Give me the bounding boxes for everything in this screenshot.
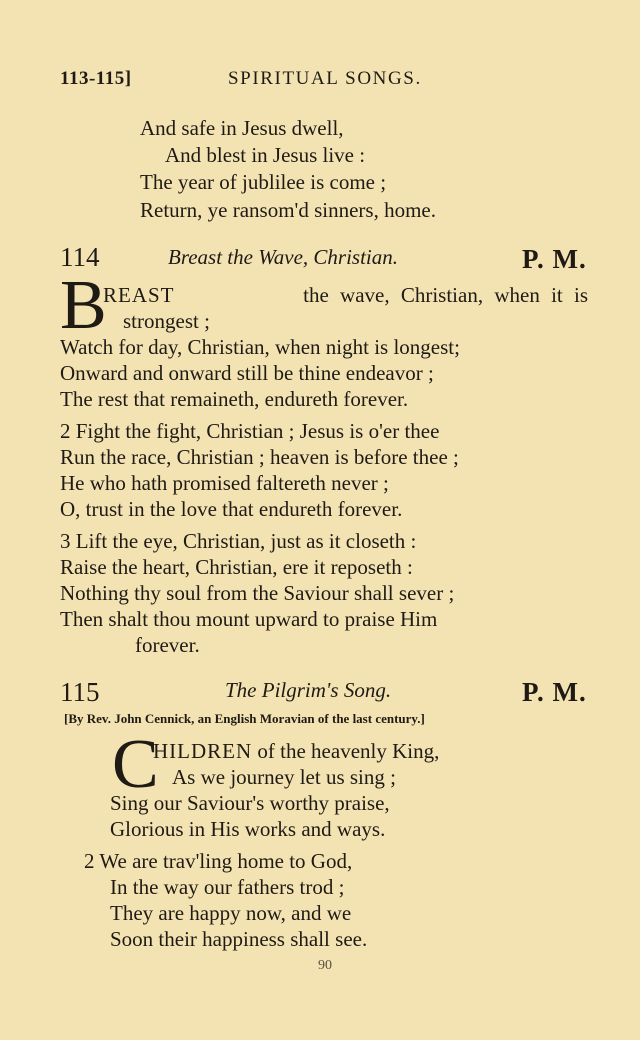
verse-line: [103, 283, 588, 307]
verse-line: Return, ye ransom'd sinners, home.: [140, 198, 436, 222]
verse-line: He who hath promised faltereth never ;: [60, 471, 389, 495]
hymn-number: 114: [60, 242, 100, 272]
verse-line: They are happy now, and we: [110, 901, 352, 925]
first-word-caps: REAST: [103, 283, 175, 307]
first-line-rest: of the heavenly King,: [257, 739, 440, 763]
verse-line: The rest that remaineth, endureth forever.: [60, 387, 409, 411]
header-book-title: SPIRITUAL SONGS.: [228, 68, 422, 89]
drop-cap: C: [112, 726, 159, 803]
verse-line: Then shalt thou mount upward to praise Him: [60, 607, 438, 631]
verse-line: As we journey let us sing ;: [172, 765, 396, 789]
verse-line: 2 Fight the fight, Christian ; Jesus is o'er thee: [60, 419, 440, 443]
hymn-number: 115: [60, 677, 100, 707]
hymn-title: The Pilgrim's Song.: [225, 678, 392, 702]
verse-line: Sing our Saviour's worthy praise,: [110, 791, 390, 815]
verse-line: The year of jublilee is come ;: [140, 170, 387, 194]
verse-line: O, trust in the love that endureth forever.: [60, 497, 403, 521]
page-number: 90: [318, 958, 332, 973]
verse-line: And blest in Jesus live :: [165, 143, 366, 167]
verse-line: Soon their happiness shall see.: [110, 927, 368, 951]
verse-line: Raise the heart, Christian, ere it reposeth :: [60, 555, 413, 579]
verse-line: And safe in Jesus dwell,: [140, 116, 344, 140]
verse-line: Glorious in His works and ways.: [110, 817, 386, 841]
verse-line: strongest ;: [123, 309, 210, 333]
first-word-caps: HILDREN: [153, 739, 253, 763]
verse-line: forever.: [135, 633, 200, 657]
verse-line: 2 We are trav'ling home to God,: [84, 849, 353, 873]
verse-line: In the way our fathers trod ;: [110, 875, 345, 899]
verse-line: Nothing thy soul from the Saviour shall sever ;: [60, 581, 455, 605]
hymn-meter: P. M.: [522, 244, 587, 274]
header-hymn-range: 113-115]: [60, 68, 132, 89]
drop-cap: B: [60, 267, 107, 344]
verse-line: 3 Lift the eye, Christian, just as it closeth :: [60, 529, 417, 553]
verse-line: [153, 739, 439, 763]
verse-line: Run the race, Christian ; heaven is before thee ;: [60, 445, 459, 469]
hymn-meter: P. M.: [522, 677, 587, 707]
author-credit: [By Rev. John Cennick, an English Moravian of the last century.]: [64, 711, 425, 726]
hymn-title: Breast the Wave, Christian.: [168, 245, 399, 269]
verse-line: Onward and onward still be thine endeavor ;: [60, 361, 434, 385]
first-line-rest: the wave, Christian, when it is: [303, 283, 588, 307]
verse-line: Watch for day, Christian, when night is longest;: [60, 335, 460, 359]
